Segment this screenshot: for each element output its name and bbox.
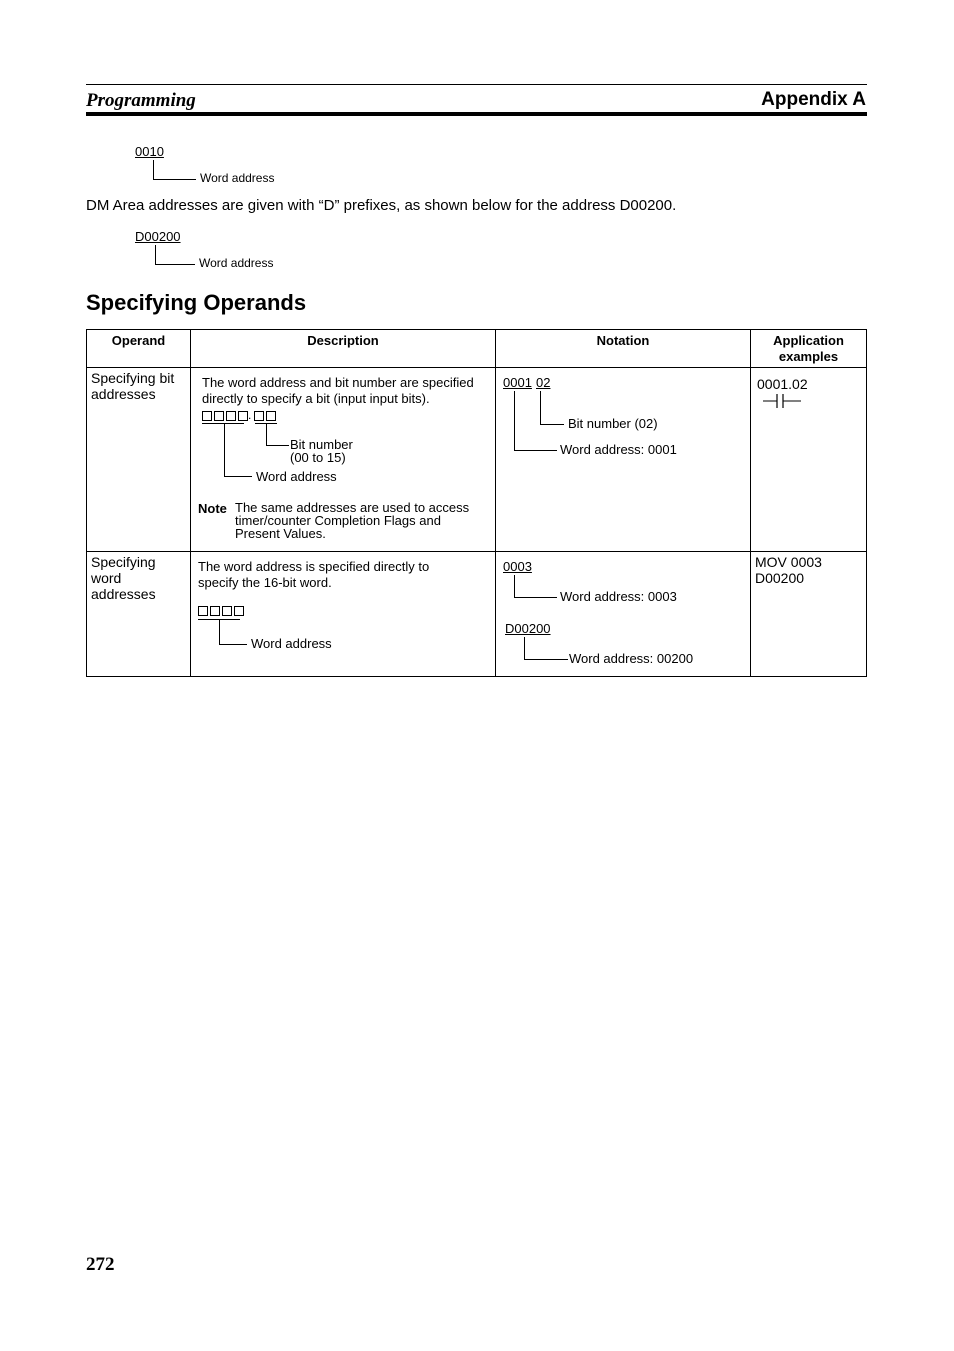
notation-word2-bracket-h — [524, 659, 568, 660]
word-address-label: Word address — [251, 636, 332, 651]
operand-cell — [87, 552, 191, 677]
operand-text: Specifying word addresses — [91, 554, 156, 602]
notation-word1: 0003 — [503, 559, 532, 574]
example2-label: Word address — [199, 256, 274, 270]
word-bracket-h — [219, 644, 247, 645]
notation-cell — [496, 368, 751, 552]
word-address-placeholder — [198, 603, 246, 617]
notation-bit-bracket-h — [540, 424, 564, 425]
description-text: The word address is specified directly to specify the 16-bit word. — [198, 559, 430, 590]
notation-word-bracket-v — [514, 391, 515, 450]
example1-bracket-h — [153, 179, 196, 180]
word-underline — [202, 423, 244, 424]
example1-label: Word address — [200, 171, 275, 185]
header-appendix: Appendix A — [761, 89, 866, 110]
word-address-label: Word address — [256, 469, 337, 484]
description-text: The word address and bit number are specified directly to specify a bit (input input bits). — [202, 375, 474, 406]
operand-cell — [87, 368, 191, 552]
bit-bracket-v — [266, 424, 267, 445]
description-cell — [191, 368, 496, 552]
header-top-rule — [86, 84, 867, 85]
notation-word: 0001 — [503, 375, 532, 390]
notation-word1-bracket-h — [514, 597, 557, 598]
description-cell — [191, 552, 496, 677]
operands-table — [86, 329, 867, 677]
example-cell — [751, 368, 867, 552]
header-bottom-rule — [86, 112, 867, 116]
header-operand: Operand — [87, 330, 191, 368]
header-notation: Notation — [496, 330, 751, 368]
note-text: The same addresses are used to access timer/counter Completion Flags and Present Values. — [235, 500, 470, 541]
header-description: Description — [191, 330, 496, 368]
section-title: Specifying Operands — [86, 290, 307, 315]
dm-area-sentence: DM Area addresses are given with “D” prefixes, as shown below for the address D00200. — [86, 197, 677, 214]
header-application-examples: Application examples — [751, 330, 867, 368]
example2-bracket-v — [155, 245, 156, 264]
notation-word-bracket-h — [514, 450, 557, 451]
notation-bit-label: Bit number (02) — [568, 416, 658, 431]
header-section: Programming — [86, 90, 196, 111]
word-bracket-v — [224, 424, 225, 476]
example2-address: D00200 — [135, 229, 181, 244]
table-row — [87, 552, 867, 677]
notation-cell — [496, 552, 751, 677]
notation-word2-label: Word address: 00200 — [569, 651, 694, 666]
notation-word-label: Word address: 0001 — [560, 442, 677, 457]
example-address: 0001.02 — [757, 376, 808, 392]
example-cell — [751, 552, 867, 677]
table-row — [87, 368, 867, 552]
bit-bracket-h — [266, 445, 289, 446]
notation-word1-bracket-v — [514, 575, 515, 597]
notation-word1-label: Word address: 0003 — [560, 589, 677, 604]
notation-word2-bracket-v — [524, 637, 525, 659]
note-label: Note — [198, 501, 227, 516]
table-header-row — [87, 330, 867, 368]
notation-word2: D00200 — [505, 621, 551, 636]
notation-bit: 02 — [536, 375, 551, 390]
example1-bracket-v — [153, 160, 154, 179]
bit-number-label: Bit number (00 to 15) — [290, 437, 353, 465]
example1-address: 0010 — [135, 144, 164, 159]
operand-text: Specifying bit addresses — [91, 370, 175, 402]
bit-address-placeholder: . — [202, 408, 278, 422]
word-bracket-v — [219, 620, 220, 644]
notation-bit-bracket-v — [540, 391, 541, 424]
example-instruction: MOV 0003 D00200 — [755, 554, 822, 586]
word-bracket-h — [224, 476, 252, 477]
contact-symbol-icon — [763, 394, 803, 408]
example2-bracket-h — [155, 264, 195, 265]
page-number: 272 — [86, 1254, 115, 1275]
